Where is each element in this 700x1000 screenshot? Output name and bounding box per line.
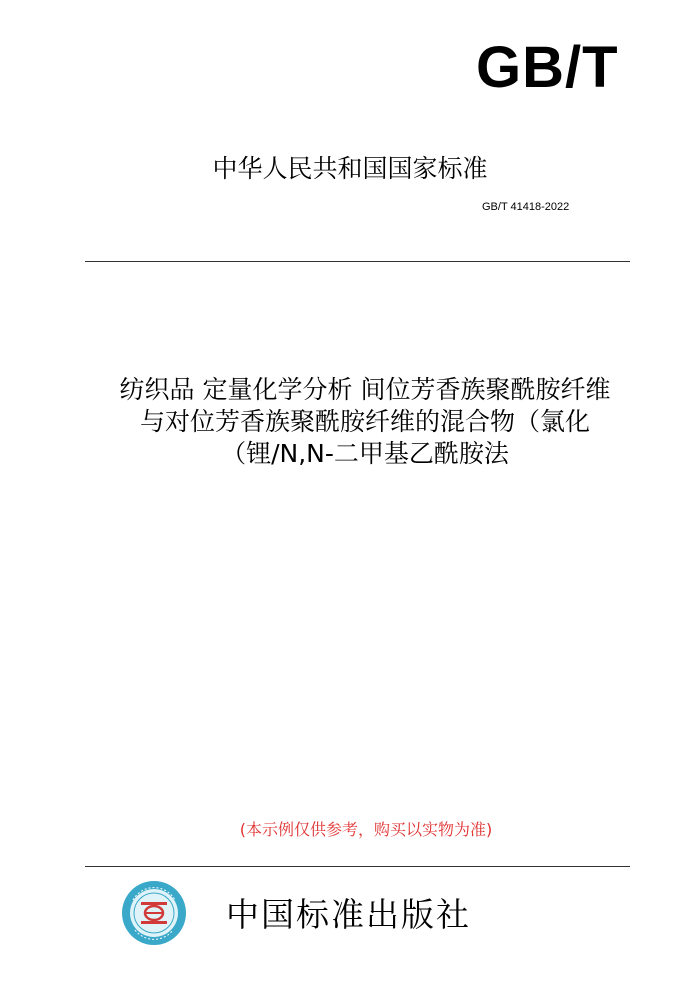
publisher-seal-icon [121, 880, 187, 946]
publisher-name: 中国标准出版社 [226, 895, 471, 934]
title-line-2: 与对位芳香族聚酰胺纤维的混合物（氯化 [139, 407, 590, 436]
document-title [40, 374, 690, 470]
standard-number: GB/T 41418-2022 [482, 201, 570, 213]
title-line-1: 纺织品 定量化学分析 间位芳香族聚酰胺纤维 [119, 375, 611, 404]
standard-type-logo: GB/T [476, 35, 619, 100]
issuer-heading: 中华人民共和国国家标准 [212, 154, 488, 183]
bottom-divider [85, 866, 630, 867]
top-divider [85, 261, 630, 262]
sample-notice: (本示例仅供参考，购买以实物为准) [239, 820, 493, 839]
title-line-3: （锂/N,N-二甲基乙酰胺法 [221, 439, 509, 468]
